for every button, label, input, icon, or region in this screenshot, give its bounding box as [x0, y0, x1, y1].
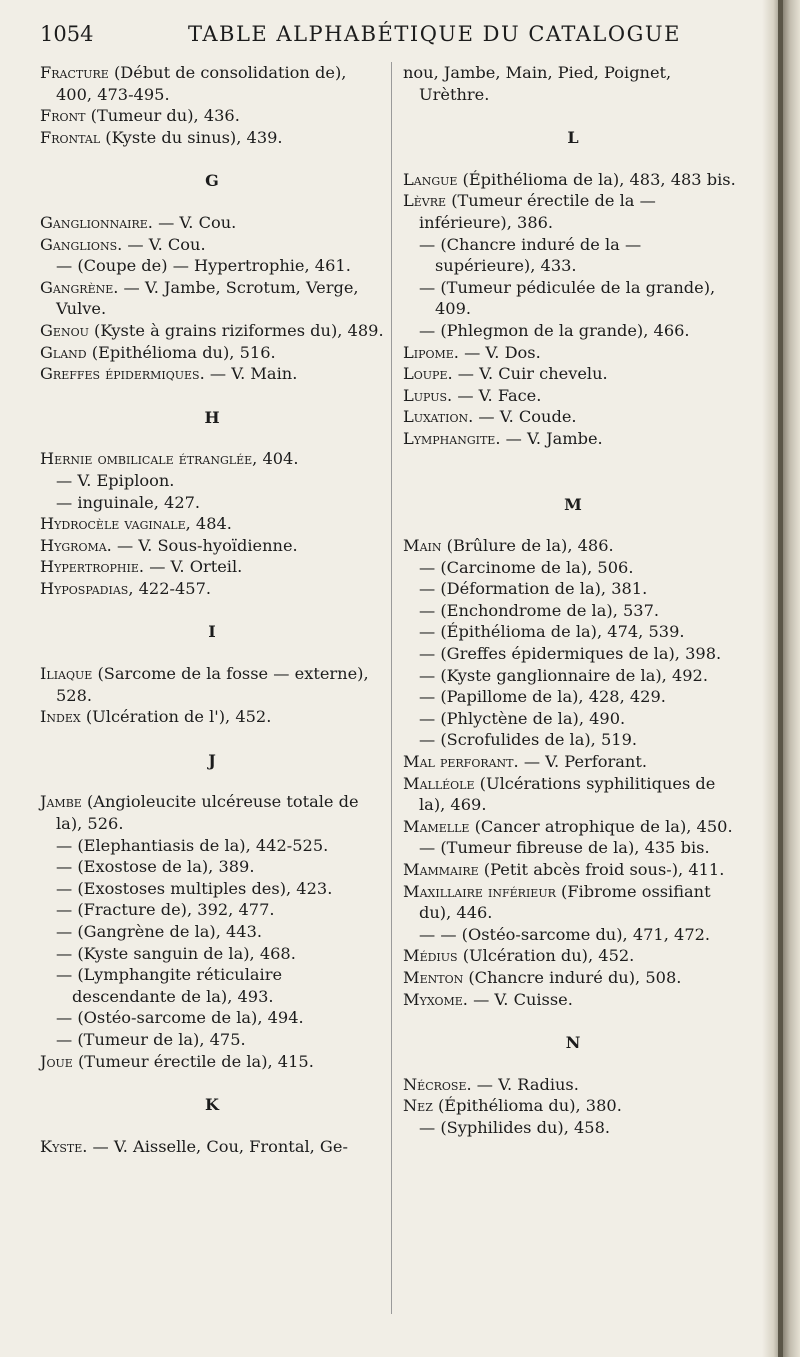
- book-binding-edge: [762, 0, 800, 1357]
- index-subentry: — (Phlegmon de la grande), 466.: [419, 320, 690, 340]
- index-entry: Langue (Épithélioma de la), 483, 483 bis.: [403, 169, 736, 189]
- index-subentry: — V. Epiploon.: [56, 470, 175, 490]
- index-subentry: — (Chancre induré de la — supérieure), 433.: [419, 234, 642, 276]
- index-subentry: — (Phlyctène de la), 490.: [419, 708, 626, 728]
- index-subentry: — (Kyste sanguin de la), 468.: [56, 943, 296, 963]
- index-entry: Loupe. — V. Cuir chevelu.: [403, 364, 608, 384]
- index-entry-continuation: nou, Jambe, Main, Pied, Poignet, Urèthre.: [403, 63, 672, 104]
- index-subentry: — (Greffes épidermiques de la), 398.: [419, 644, 722, 664]
- index-subentry: — (Enchondrome de la), 537.: [419, 600, 660, 620]
- section-letter: M: [564, 494, 582, 514]
- index-subentry: — (Syphilides du), 458.: [419, 1117, 611, 1137]
- index-subentry: — (Papillome de la), 428, 429.: [419, 687, 666, 707]
- index-entry: Lèvre (Tumeur érectile de la —inférieure), 386.: [403, 191, 656, 232]
- index-subentry: — (Ostéo-sarcome de la), 494.: [56, 1008, 304, 1028]
- index-entry: Mammaire (Petit abcès froid sous-), 411.: [403, 860, 725, 879]
- index-subentry: — (Scrofulides de la), 519.: [419, 730, 638, 750]
- index-entry: Luxation. — V. Coude.: [403, 407, 577, 427]
- section-letter: N: [565, 1033, 581, 1053]
- index-subentry: — inguinale, 427.: [56, 492, 201, 512]
- index-entry: Mal perforant. — V. Perforant.: [403, 752, 647, 772]
- page-number: 1054: [40, 22, 94, 46]
- spacer: [403, 450, 743, 472]
- index-entry: Greffes épidermiques. — V. Main.: [40, 364, 298, 384]
- index-entry: Fracture (Début de consolidation de), 400, 473-495.: [40, 63, 347, 104]
- index-entry: Hygroma. — V. Sous-hyoïdienne.: [40, 535, 298, 555]
- index-entry: Mamelle (Cancer atrophique de la), 450.: [403, 816, 733, 836]
- index-subentry: — (Tumeur pédiculée de la grande), 409.: [419, 277, 716, 319]
- index-subentry: — — (Ostéo-sarcome du), 471, 472.: [419, 924, 711, 944]
- index-entry: Hypertrophie. — V. Orteil.: [40, 557, 243, 577]
- index-subentry: — (Carcinome de la), 506.: [419, 557, 634, 577]
- index-entry: Hernie ombilicale étranglée, 404.: [40, 449, 299, 469]
- index-subentry: — (Exostose de la), 389.: [56, 857, 255, 877]
- index-entry: Menton (Chancre induré du), 508.: [403, 967, 682, 987]
- index-entry: Ganglionnaire. — V. Cou.: [40, 212, 237, 232]
- index-entry: Gangrène. — V. Jambe, Scrotum, Verge, Vulve.: [40, 277, 359, 319]
- index-subentry: — (Exostoses multiples des), 423.: [56, 878, 333, 898]
- index-entry: Lymphangite. — V. Jambe.: [403, 428, 603, 448]
- index-entry: Jambe (Angioleucite ulcéreuse totale de la), 526.: [40, 792, 359, 834]
- page-header: [40, 22, 740, 52]
- index-entry: Ganglions. — V. Cou.: [40, 234, 206, 254]
- index-entry: Genou (Kyste à grains riziformes du), 489.: [40, 320, 384, 340]
- section-letter: L: [567, 128, 579, 148]
- index-entry: Hydrocèle vaginale, 484.: [40, 514, 232, 534]
- column-divider: [391, 62, 392, 1314]
- index-entry: Frontal (Kyste du sinus), 439.: [40, 127, 283, 147]
- index-entry: Gland (Epithélioma du), 516.: [40, 342, 276, 362]
- section-letter: I: [208, 622, 216, 642]
- index-subentry: — (Tumeur fibreuse de la), 435 bis.: [419, 838, 710, 858]
- index-subentry: — (Tumeur de la), 475.: [56, 1029, 246, 1049]
- index-subentry: — (Épithélioma de la), 474, 539.: [419, 622, 685, 642]
- index-subentry: — (Kyste ganglionnaire de la), 492.: [419, 665, 708, 685]
- index-entry: Joue (Tumeur érectile de la), 415.: [40, 1051, 314, 1071]
- index-entry: Malléole (Ulcérations syphilitiques de la), 469.: [403, 773, 716, 815]
- index-subentry: — (Lymphangite réticulaire descendante de la), 493.: [56, 965, 283, 1006]
- right-column: [403, 62, 743, 1139]
- index-entry: Myxome. — V. Cuisse.: [403, 989, 573, 1009]
- index-subentry: — (Coupe de) — Hypertrophie, 461.: [56, 256, 351, 276]
- index-subentry: — (Fracture de), 392, 477.: [56, 900, 275, 920]
- index-entry: Lupus. — V. Face.: [403, 385, 542, 405]
- section-letter: K: [205, 1095, 219, 1115]
- section-letter: H: [204, 407, 220, 427]
- index-entry: Kyste. — V. Aisselle, Cou, Frontal, Ge-: [40, 1136, 348, 1156]
- index-entry: Nez (Épithélioma du), 380.: [403, 1096, 622, 1116]
- index-entry: Front (Tumeur du), 436.: [40, 106, 240, 126]
- index-subentry: — (Gangrène de la), 443.: [56, 922, 263, 941]
- index-entry: Lipome. — V. Dos.: [403, 342, 541, 362]
- index-entry: Main (Brûlure de la), 486.: [403, 536, 614, 556]
- index-entry: Maxillaire inférieur (Fibrome ossifiant du), 446.: [403, 881, 711, 923]
- index-entry: Nécrose. — V. Radius.: [403, 1074, 579, 1094]
- index-subentry: — (Déformation de la), 381.: [419, 579, 648, 599]
- index-entry: Iliaque (Sarcome de la fosse — externe), 528.: [40, 664, 369, 705]
- section-letter: G: [205, 171, 219, 191]
- index-subentry: — (Elephantiasis de la), 442-525.: [56, 835, 329, 855]
- running-head: TABLE ALPHABÉTIQUE DU CATALOGUE: [188, 22, 681, 46]
- index-entry: Index (Ulcération de l'), 452.: [40, 707, 272, 727]
- index-entry: Médius (Ulcération du), 452.: [403, 946, 635, 966]
- binding-shadow: [778, 0, 783, 1357]
- index-entry: Hypospadias, 422-457.: [40, 578, 212, 598]
- left-column: [40, 62, 384, 1157]
- section-letter: J: [208, 750, 216, 770]
